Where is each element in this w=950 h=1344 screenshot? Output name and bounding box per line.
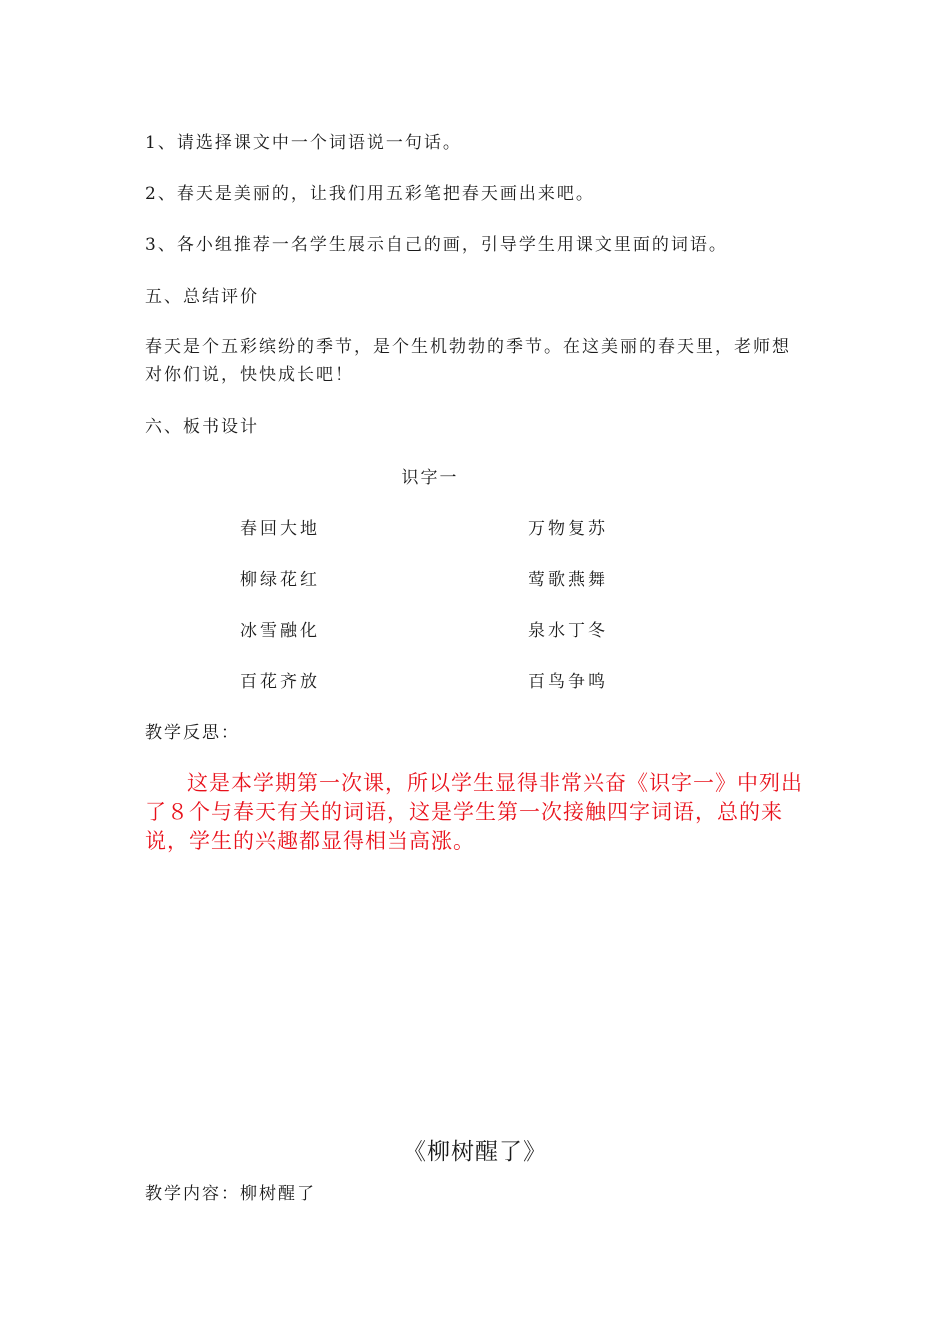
next-lesson-content: 教学内容：柳树醒了 [145,1184,316,1204]
summary-text: 春天是个五彩缤纷的季节，是个生机勃勃的季节。在这美丽的春天里，老师想对你们说，快快成长吧！ [145,337,791,385]
reflection-text: 这是本学期第一次课，所以学生显得非常兴奋《识字一》中列出了８个与春天有关的词语，这是学生第一次接触四字词语，总的来说，学生的兴趣都显得相当高涨。 [145,771,803,853]
summary-heading: 五、总结评价 [145,287,259,307]
activity-item-3: 3、各小组推荐一名学生展示自己的画，引导学生用课文里面的词语。 [145,235,728,255]
board-word-right-2: 莺歌燕舞 [528,570,608,590]
board-word-right-3: 泉水丁冬 [528,621,608,641]
board-word-left-3: 冰雪融化 [240,621,320,641]
board-word-left-2: 柳绿花红 [240,570,320,590]
board-word-right-4: 百鸟争鸣 [528,672,608,692]
next-lesson-title: 《柳树醒了》 [403,1139,547,1165]
activity-item-1: 1、请选择课文中一个词语说一句话。 [145,133,462,153]
board-title: 识字一 [401,468,459,488]
activity-item-2: 2、春天是美丽的，让我们用五彩笔把春天画出来吧。 [145,184,595,204]
board-heading: 六、板书设计 [145,417,259,437]
reflection-label: 教学反思： [145,723,240,743]
board-word-left-4: 百花齐放 [240,672,320,692]
board-word-left-1: 春回大地 [240,519,320,539]
board-word-right-1: 万物复苏 [528,519,608,539]
